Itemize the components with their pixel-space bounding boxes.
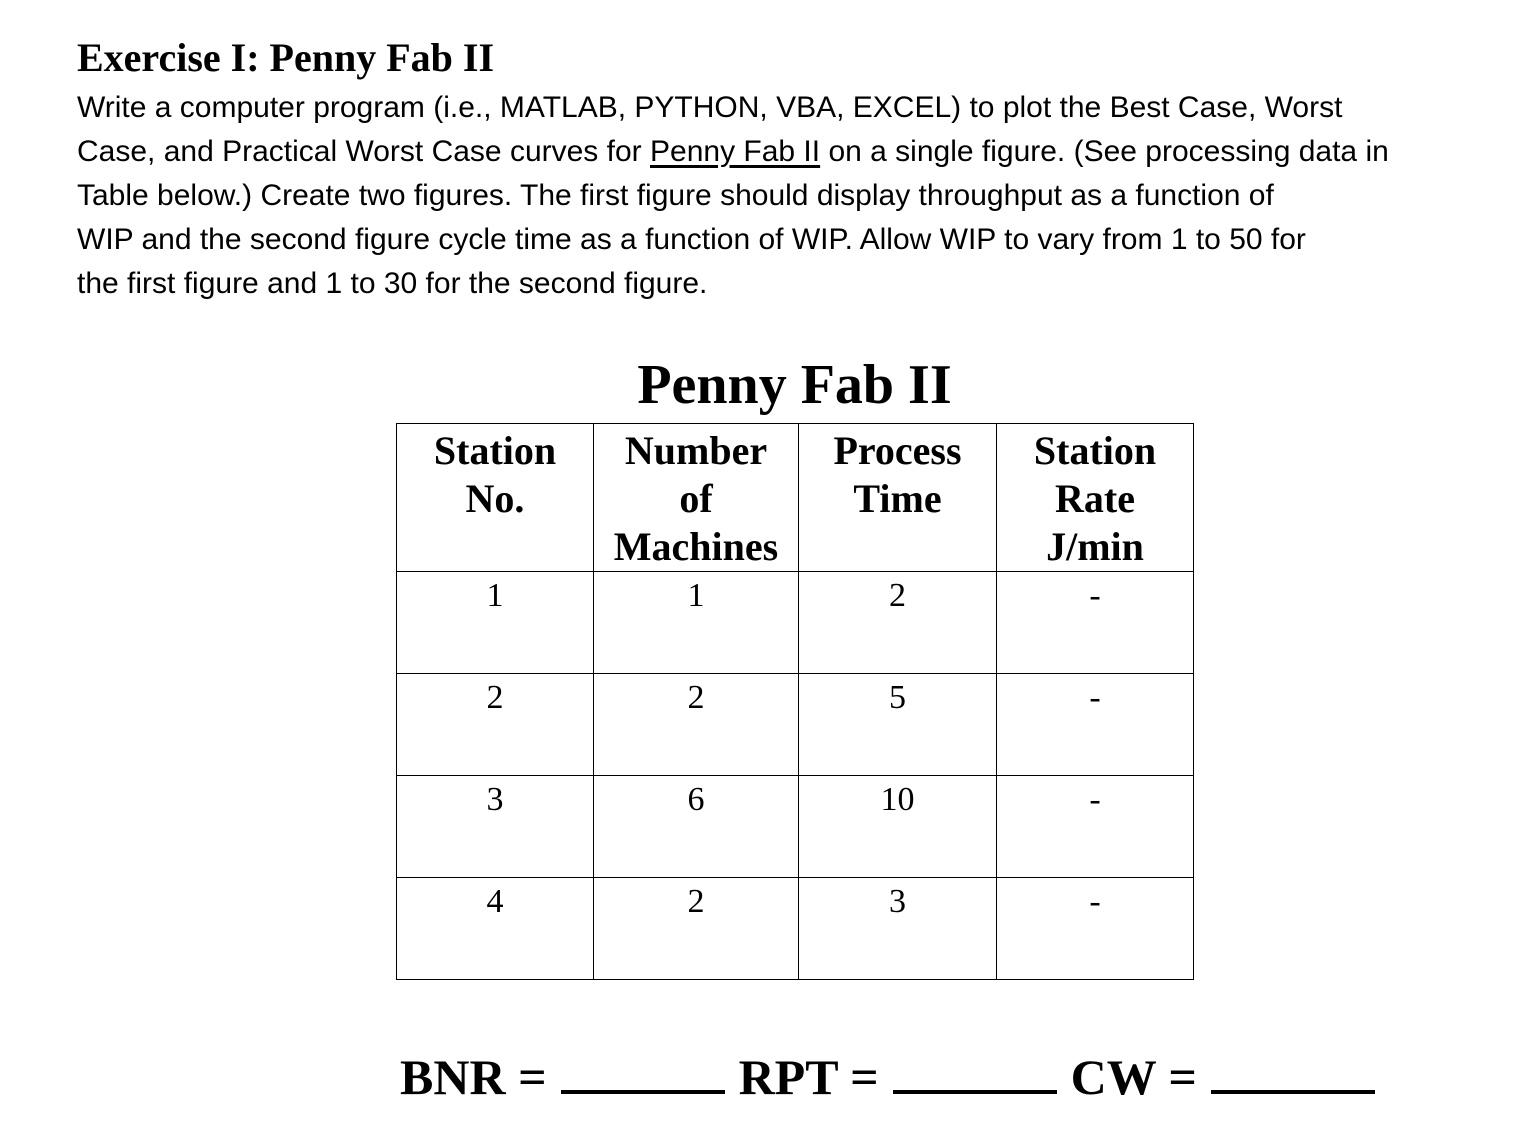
instruction-line: WIP and the second figure cycle time as a function of WIP. Allow WIP to vary from 1 to 50 for bbox=[77, 223, 1306, 256]
header-station-no: Station No. bbox=[397, 424, 594, 572]
machines-cell: 2 bbox=[594, 674, 799, 776]
station-no-cell: 2 bbox=[397, 674, 594, 776]
station-data-table bbox=[396, 423, 1194, 980]
bnr-answer-blank[interactable] bbox=[561, 1046, 725, 1094]
process-time-cell: 10 bbox=[799, 776, 997, 878]
table-row bbox=[397, 674, 1194, 776]
process-time-cell: 2 bbox=[799, 572, 997, 674]
exercise-heading: Exercise I: Penny Fab II bbox=[77, 35, 495, 80]
bnr-label: BNR = bbox=[400, 1049, 547, 1105]
table-title: Penny Fab II bbox=[637, 354, 952, 416]
header-number-of-machines: Number of Machines bbox=[594, 424, 799, 572]
header-process-time: Process Time bbox=[799, 424, 997, 572]
penny-fab-underlined-text: Penny Fab II bbox=[650, 135, 821, 168]
station-no-cell: 4 bbox=[397, 878, 594, 980]
machines-cell: 2 bbox=[594, 878, 799, 980]
instruction-line: Table below.) Create two figures. The first figure should display throughput as a function of bbox=[77, 179, 1274, 212]
table-row bbox=[397, 776, 1194, 878]
machines-cell: 1 bbox=[594, 572, 799, 674]
answer-blanks bbox=[400, 1046, 1389, 1107]
station-rate-cell: - bbox=[997, 878, 1194, 980]
rpt-label: RPT = bbox=[738, 1049, 879, 1105]
exercise-instructions bbox=[77, 86, 1497, 306]
table-row bbox=[397, 878, 1194, 980]
cw-answer-blank[interactable] bbox=[1211, 1046, 1375, 1094]
instruction-line: the first figure and 1 to 30 for the second figure. bbox=[77, 267, 708, 300]
header-station-rate: Station Rate J/min bbox=[997, 424, 1194, 572]
cw-label: CW = bbox=[1070, 1049, 1197, 1105]
station-no-cell: 1 bbox=[397, 572, 594, 674]
process-time-cell: 3 bbox=[799, 878, 997, 980]
station-no-cell: 3 bbox=[397, 776, 594, 878]
station-rate-cell: - bbox=[997, 572, 1194, 674]
instruction-line: Write a computer program (i.e., MATLAB, PYTHON, VBA, EXCEL) to plot the Best Case, Worst bbox=[77, 91, 1343, 124]
rpt-answer-blank[interactable] bbox=[893, 1046, 1057, 1094]
machines-cell: 6 bbox=[594, 776, 799, 878]
instruction-line: Case, and Practical Worst Case curves for Penny Fab II on a single figure. (See processing data in bbox=[77, 135, 1389, 168]
process-time-cell: 5 bbox=[799, 674, 997, 776]
table-header-row bbox=[397, 424, 1194, 572]
table-row bbox=[397, 572, 1194, 674]
station-rate-cell: - bbox=[997, 674, 1194, 776]
station-rate-cell: - bbox=[997, 776, 1194, 878]
